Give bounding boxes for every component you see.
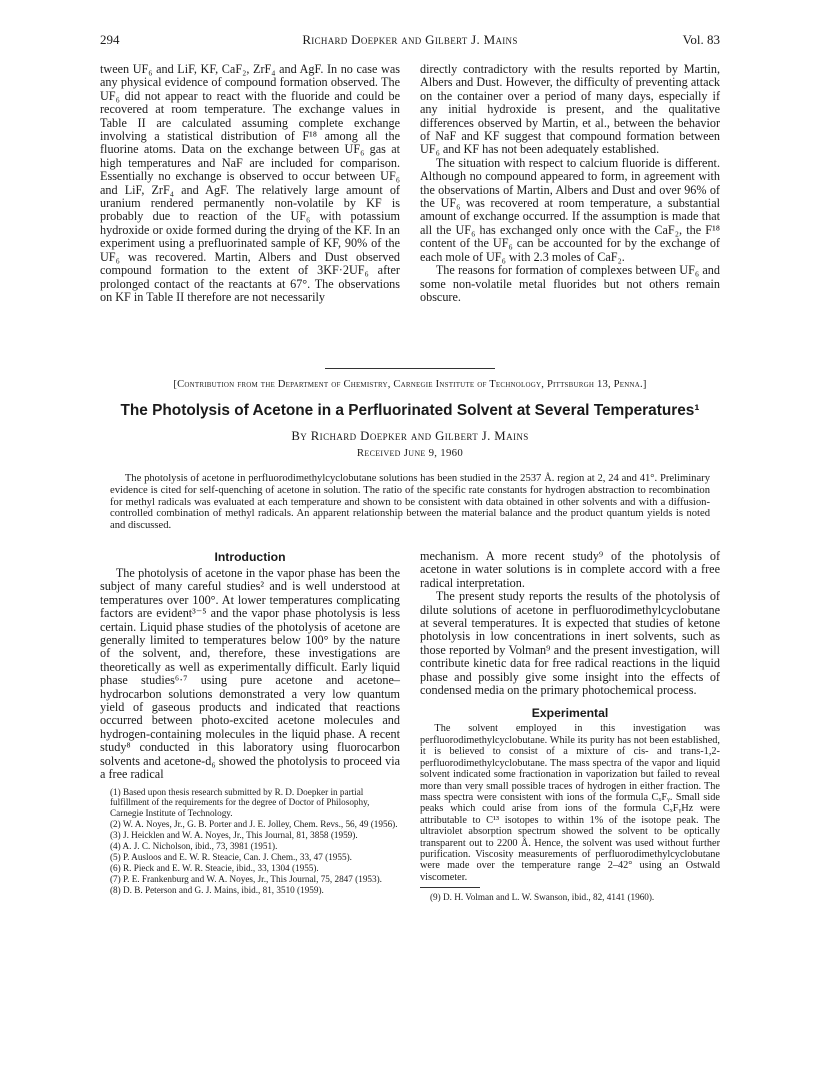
introduction-paragraph-3: The present study reports the results of the photolysis of dilute solutions of acetone in perfluorodimethylcyclobutane at several temperatures. It is expected that studies of ketone photolysis in low concentrations in inert solvents, such as those reported by Volman⁹ and the present investigation, will contribute kinetic data for free radical reactions in the liquid phase and possibly give some insight into the effects of condensed media on the primary photochemical process. [420,589,720,698]
footnote-5: (5) P. Ausloos and E. W. R. Steacie, Can. J. Chem., 33, 47 (1955). [110,851,352,862]
running-head [100,30,720,50]
introduction-right-column [420,550,720,903]
received-date: Received June 9, 1960 [356,447,464,459]
footnote-9: (9) D. H. Volman and L. W. Swanson, ibid., 82, 4141 (1960). [430,892,655,903]
abstract: The photolysis of acetone in perfluorodimethylcyclobutane solutions has been studied in the 2537 Å. region at 2, 24 and 41°. Preliminary evidence is cited for self-quenching of acetone in solution. The ratio of the specific rate constants for hydrogen abstraction to recombination for methyl radicals was evaluated at each temperature and shown to be consistent with data obtained in other solvents and with a diffusion-controlled combination of methyl radicals. An apparent relationship between the material balance and the product quantum yields is noted and discussed. [110,473,710,532]
footnote-4: (4) A. J. C. Nicholson, ibid., 73, 3981 (1951). [110,841,278,852]
continued-paragraph-1: directly contradictory with the results reported by Martin, Albers and Dust. However, the difficulty of preventing attack on the container over a period of many days, especially if any initial hydroxide is present, and the qualitative differences observed by Martin, et al., between the behavior of NaF and KF suggest that compound formation between UF₆ and KF has not been adequately established. [420,62,720,157]
footnote-rule [420,887,480,888]
footnote-8: (8) D. B. Peterson and G. J. Mains, ibid., 81, 3510 (1959). [110,884,324,895]
volume-number: Vol. 83 [682,32,720,47]
article-byline: By Richard Doepker and Gilbert J. Mains [291,429,529,443]
continued-text-right-column [420,63,720,304]
introduction-paragraph-1: The photolysis of acetone in the vapor phase has been the subject of many careful studies² and is well understood at temperatures over 100°. At lower temperatures complicating factors are evident³⁻⁵ and the vapor phase photolysis is less certain. Liquid phase studies of the photolysis of acetone are generally limited to temperatures below 100° by the nature of the solvent, and, therefore, these investigations are theoretically as well as experimentally difficult. Early liquid phase studies⁶·⁷ using pure acetone and acetone–hydrocarbon solutions demonstrated a very low quantum yield of gaseous products and indicated that reactions occurred between photo-excited acetone molecules and hydrogen-containing molecules in the liquid phase. A recent study⁸ conducted in this laboratory using fluorocarbon solvents and acetone-d₆ showed the photolysis to proceed via a free radical [100,566,400,782]
footnote-6: (6) R. Pieck and E. W. R. Steacie, ibid., 33, 1304 (1955). [110,862,319,873]
footnote-2: (2) W. A. Noyes, Jr., G. B. Porter and J. E. Jolley, Chem. Revs., 56, 49 (1956). [110,819,398,830]
introduction-heading: Introduction [214,550,286,564]
experimental-paragraph: The solvent employed in this investigation was perfluorodimethylcyclobutane. While its purity has not been established, it is believed to consist of a mixture of cis- and trans-1,2-perfluorodimethylcyclobutane. The mass spectra of the vapor and liquid solvent indicated some fractionation in vaporization but failed to reveal more than very small possible traces of hydrogen in either fraction. The mass spectra were consistent with ions of the formula CₓFᵧ. Small side peaks which could arise from ions of the formula CₓFᵧHz were attributable to C¹³ isotopes to within 1% of the isotope peak. The ultraviolet absorption spectrum showed the solvent to be optically transparent out to 2200 Å. Hence, the solvent was used without further purification. Viscosity measurements of perfluorodimethylcyclobutane were made over the temperature range 2–42° using an Ostwald viscometer. [420,723,720,883]
footnote-7: (7) P. E. Frankenburg and W. A. Noyes, Jr., This Journal, 75, 2847 (1953). [110,873,382,884]
contribution-line: [Contribution from the Department of Chemistry, Carnegie Institute of Technology, Pittsburgh 13, Penna.] [173,379,647,390]
introduction-paragraph-2: mechanism. A more recent study⁹ of the photolysis of acetone in water solutions is in complete accord with a free radical interpretation. [420,549,720,590]
continued-text-left-column [100,63,400,304]
continued-paragraph: tween UF₆ and LiF, KF, CaF₂, ZrF₄ and AgF. In no case was any physical evidence of compound formation observed. The UF₆ did not appear to react with the fluoride and could be recovered at room temperature. The exchange values in Table II are calculated assuming complete exchange involving a statistical distribution of F¹⁸ among all the fluorine atoms. Data on the exchange between UF₆ gas at high temperatures and NaF are included for comparison. Essentially no exchange is observed to occur between UF₆ and LiF, ZrF₄ and AgF. The relatively large amount of uranium rendered permanently non-volatile by KF is probably due to reaction of the UF₆ with potassium hydroxide or oxide formed during the drying of the KF. In an experiment using a prefluorinated sample of KF, 90% of the UF₆ was recovered. Martin, Albers and Dust observed compound formation to the extent of 3KF·2UF₆ after prolonged contact of the reactants at 67°. The observations on KF in Table II therefore are not necessarily [100,62,400,304]
section-divider [325,368,495,369]
continued-paragraph-2: The situation with respect to calcium fluoride is different. Although no compound appeared to form, in agreement with the observations of Martin, Albers and Dust and over 96% of the UF₆ was recovered at room temperature, a substantial amount of exchange occurred. If the assumption is made that all the UF₆ has exchanged only once with the CaF₂, the F¹⁸ content of the UF₆ can be accounted for by the exchange of each mole of UF₆ with 2.3 moles of CaF₂. [420,155,720,264]
article-title: The Photolysis of Acetone in a Perfluorinated Solvent at Several Temperatures¹ [120,402,700,419]
footnotes-left [100,787,400,896]
continued-paragraph-3: The reasons for formation of complexes between UF₆ and some non-volatile metal fluorides but not others remain obscure. [420,263,720,304]
experimental-heading: Experimental [531,706,609,721]
running-head-authors: Richard Doepker and Gilbert J. Mains [302,32,518,47]
experimental-section [420,723,720,883]
footnote-3: (3) J. Heicklen and W. A. Noyes, Jr., This Journal, 81, 3858 (1959). [110,830,358,841]
introduction-left-column [100,549,400,896]
footnote-1: (1) Based upon thesis research submitted by R. D. Doepker in partial fulfillment of the requirements for the degree of Doctor of Philosophy, Carnegie Institute of Technology. [110,786,370,819]
page-number: 294 [100,32,120,47]
footnotes-right [420,892,720,903]
